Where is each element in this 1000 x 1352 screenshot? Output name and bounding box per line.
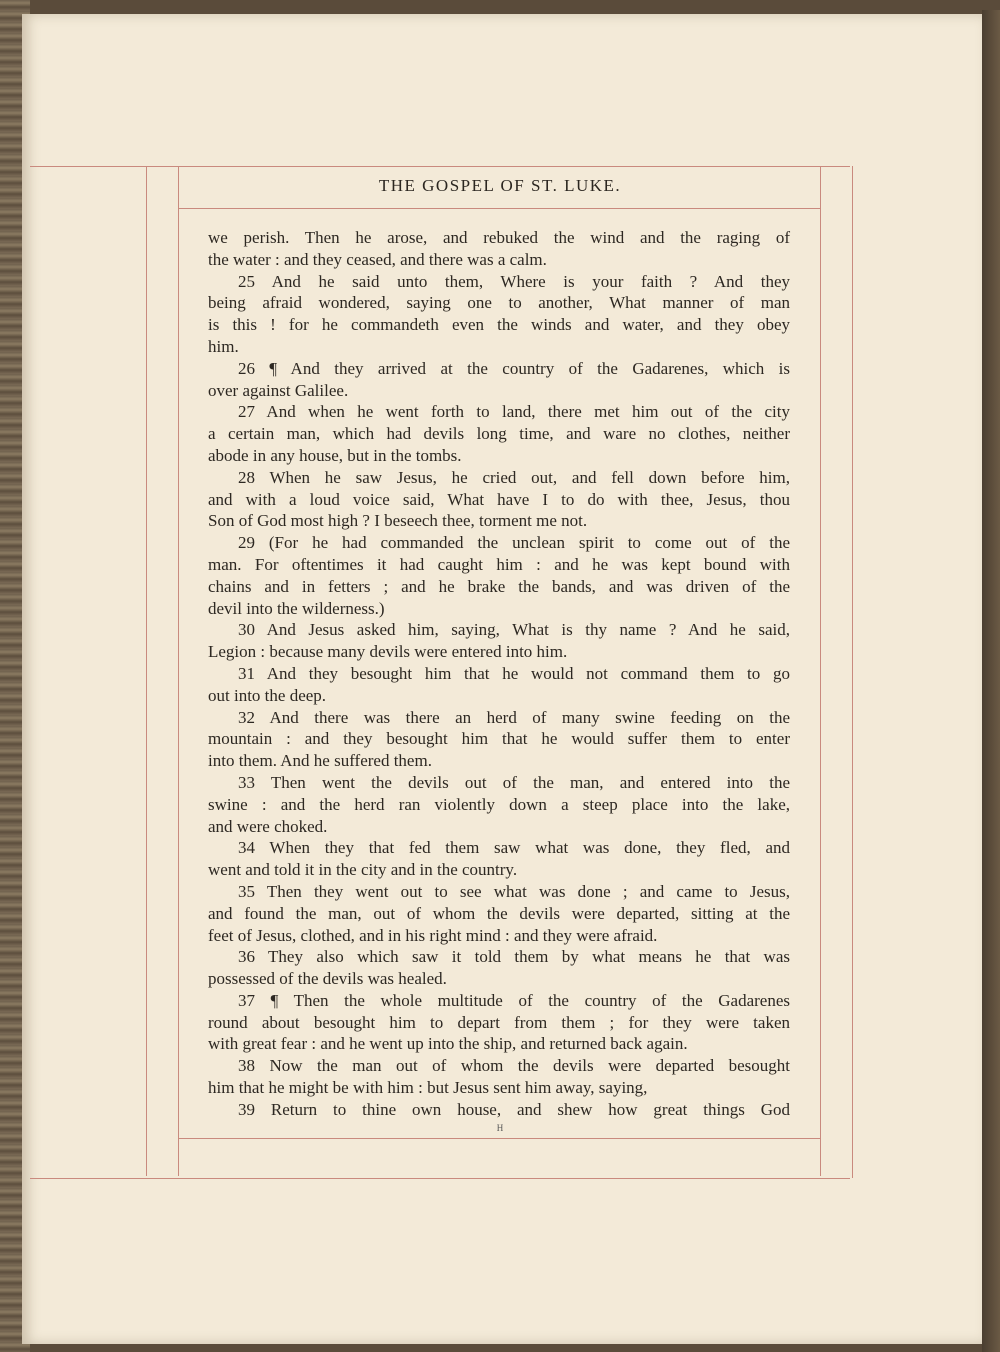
- text-line: 25 And he said unto them, Where is your faith ? And they: [238, 271, 790, 291]
- text-line: him.: [208, 336, 239, 356]
- text-line: a certain man, which had devils long time, and ware no clothes, neither: [208, 424, 790, 444]
- text-line: out into the deep.: [208, 685, 327, 705]
- page-edge: [982, 10, 1000, 1352]
- text-line: with great fear : and he went up into the ship, and returned back again.: [208, 1034, 688, 1054]
- text-line: 38 Now the man out of whom the devils were departed besought: [238, 1056, 790, 1076]
- text-line: 29 (For he had commanded the unclean spirit to come out of the: [238, 533, 790, 553]
- text-line: 32 And there was there an herd of many swine feeding on the: [238, 707, 790, 727]
- text-line: 31 And they besought him that he would not command them to go: [238, 663, 790, 683]
- text-line: went and told it in the city and in the country.: [208, 860, 518, 880]
- text-line: 33 Then went the devils out of the man, and entered into the: [238, 772, 790, 792]
- running-head: THE GOSPEL OF ST. LUKE.: [378, 176, 622, 195]
- rule-top: [30, 166, 850, 167]
- text-line: we perish. Then he arose, and rebuked the wind and the raging of: [208, 228, 790, 247]
- text-line: swine : and the herd ran violently down a steep place into the lake,: [208, 794, 790, 814]
- scripture-text: [208, 227, 790, 1121]
- text-line: 36 They also which saw it told them by what means he that was: [238, 947, 790, 967]
- text-line: the water : and they ceased, and there was a calm.: [208, 249, 547, 269]
- rule-header: [178, 208, 820, 209]
- text-line: into them. And he suffered them.: [208, 751, 432, 771]
- text-line: devil into the wilderness.): [208, 598, 385, 618]
- text-line: is this ! for he commandeth even the winds and water, and they obey: [208, 315, 790, 335]
- rule-footer: [178, 1138, 820, 1139]
- text-line: Son of God most high ? I beseech thee, torment me not.: [208, 511, 588, 531]
- text-line: 28 When he saw Jesus, he cried out, and fell down before him,: [238, 467, 790, 487]
- text-line: him that he might be with him : but Jesus sent him away, saying,: [208, 1078, 648, 1098]
- text-line: 27 And when he went forth to land, there met him out of the city: [238, 402, 790, 422]
- signature-mark: H: [496, 1123, 504, 1133]
- text-line: and found the man, out of whom the devils were departed, sitting at the: [208, 903, 790, 923]
- rule-bottom: [30, 1178, 850, 1179]
- rule-right-outer: [852, 166, 853, 1178]
- text-line: 35 Then they went out to see what was done ; and came to Jesus,: [238, 881, 790, 901]
- text-line: Legion : because many devils were entered into him.: [208, 642, 568, 662]
- text-line: mountain : and they besought him that he would suffer them to enter: [208, 729, 790, 749]
- text-line: chains and in fetters ; and he brake the bands, and was driven of the: [208, 576, 790, 596]
- text-line: 34 When they that fed them saw what was done, they fled, and: [238, 838, 790, 858]
- text-line: and with a loud voice said, What have I to do with thee, Jesus, thou: [208, 489, 790, 509]
- text-line: round about besought him to depart from them ; for they were taken: [208, 1012, 790, 1032]
- text-line: 39 Return to thine own house, and shew how great things God: [238, 1099, 790, 1119]
- text-line: 30 And Jesus asked him, saying, What is thy name ? And he said,: [238, 620, 790, 640]
- text-line: abode in any house, but in the tombs.: [208, 445, 462, 465]
- text-line: over against Galilee.: [208, 380, 349, 400]
- text-line: 26 ¶ And they arrived at the country of the Gadarenes, which is: [238, 358, 790, 378]
- text-line: being afraid wondered, saying one to another, What manner of man: [208, 293, 790, 313]
- rule-right-inner: [820, 166, 821, 1176]
- text-line: and were choked.: [208, 816, 328, 836]
- text-line: feet of Jesus, clothed, and in his right mind : and they were afraid.: [208, 925, 658, 945]
- text-line: man. For oftentimes it had caught him : and he was kept bound with: [208, 554, 790, 574]
- rule-left-outer: [146, 166, 147, 1176]
- text-line: possessed of the devils was healed.: [208, 969, 447, 989]
- rule-left-inner: [178, 166, 179, 1176]
- text-line: 37 ¶ Then the whole multitude of the country of the Gadarenes: [238, 990, 790, 1010]
